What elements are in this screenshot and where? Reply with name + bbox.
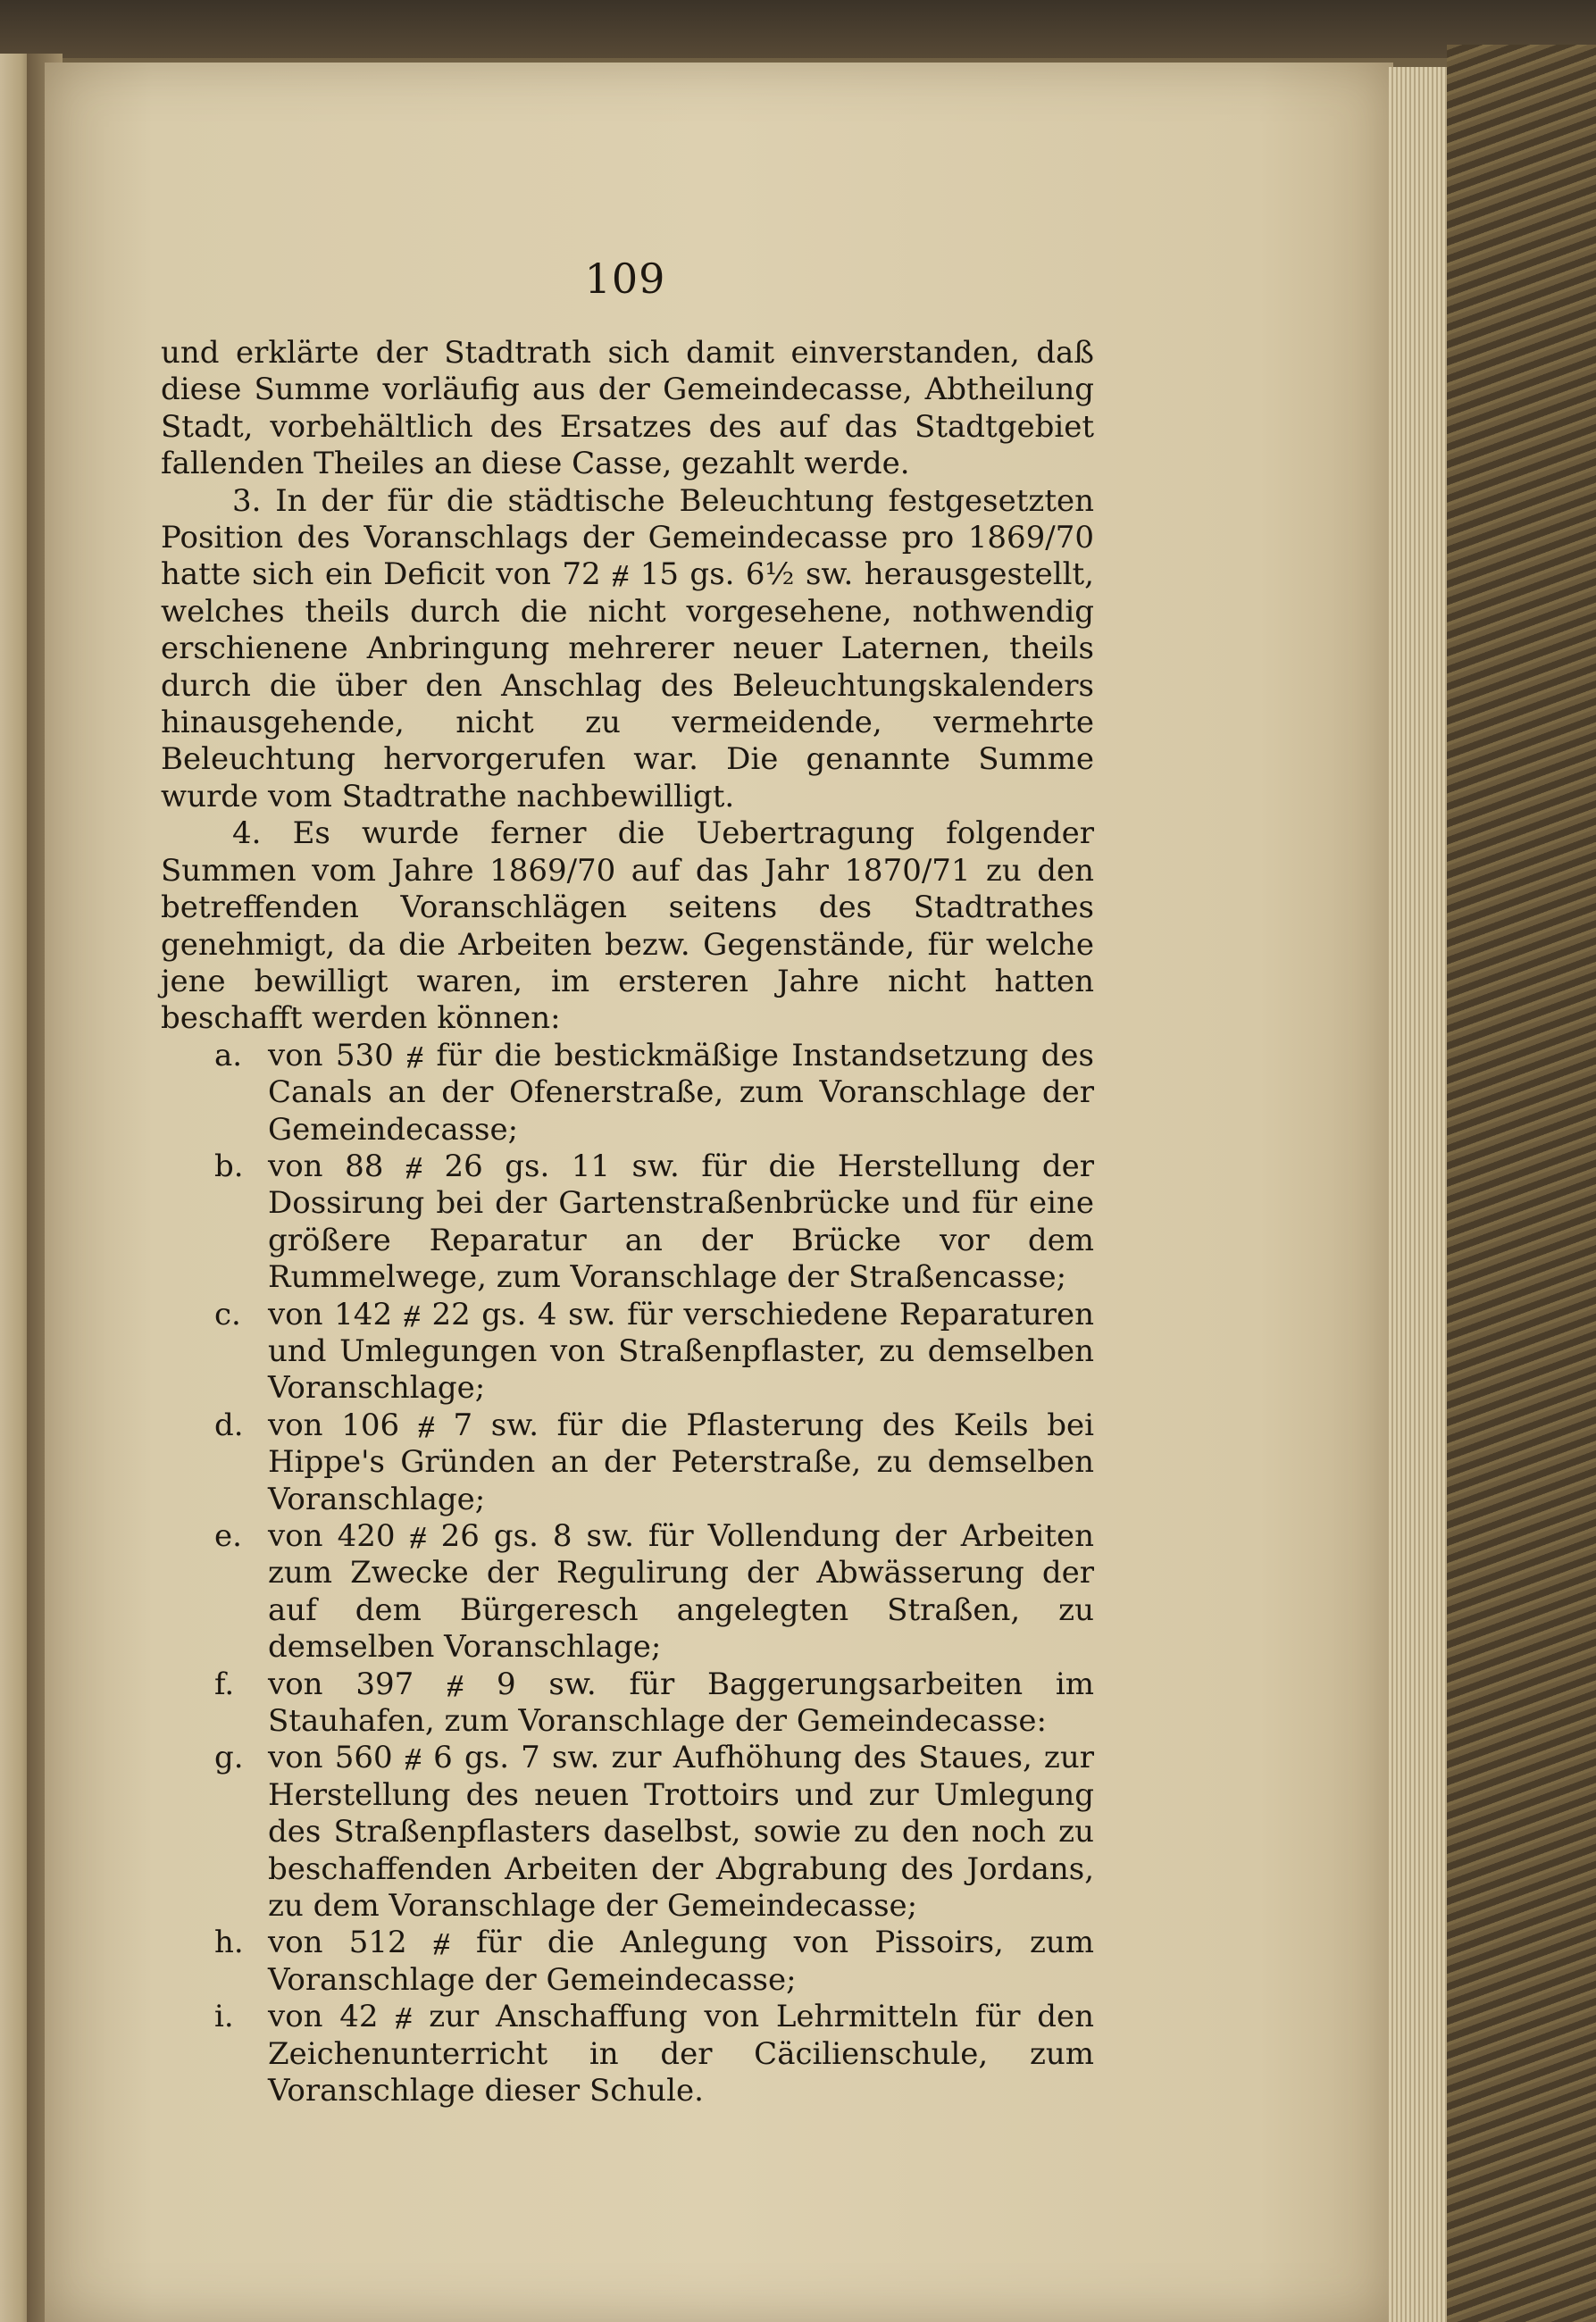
list-item-g bbox=[161, 1740, 1094, 1925]
paragraph-3: 3. In der für die städtische Beleuchtung festgesetzten Position des Voranschlags der Gemeindecasse pro 1869/70 hatte sich ein Deficit von 72 ⧣ 15 gs. 6½ sw. herausgestellt, welches theils durch die nicht vorgesehene, nothwendig erschienene Anbringung mehrerer neuer Laternen, theils durch die über den Anschlag des Beleuchtungskalenders hinausgehende, nicht zu vermeidende, vermehrte Beleuchtung hervorgerufen war. Die genannte Summe wurde vom Stadtrathe nachbewilligt. bbox=[161, 482, 1094, 814]
list-item-e bbox=[161, 1518, 1094, 1666]
book-cover-marbled bbox=[1447, 45, 1596, 2322]
list-item-text: von 560 ⧣ 6 gs. 7 sw. zur Aufhöhung des Staues, zur Herstellung des neuen Trottoirs und zur Umlegung des Straßenpflasters daselbst, sowie zu den noch zu beschaffenden Arbeiten der Abgrabung des Jordans, zu dem Voranschlage der Gemeindecasse; bbox=[268, 1740, 1094, 1925]
page-edges bbox=[1389, 67, 1451, 2322]
page-number: 109 bbox=[584, 255, 666, 303]
list-item-text: von 42 ⧣ zur Anschaffung von Lehrmitteln für den Zeichenunterricht in der Cäcilienschule, zum Voranschlage dieser Schule. bbox=[268, 1999, 1094, 2109]
list-marker: b. bbox=[214, 1148, 244, 1184]
list-item-i bbox=[161, 1999, 1094, 2109]
paragraph-4: 4. Es wurde ferner die Uebertragung folgender Summen vom Jahre 1869/70 auf das Jahr 1870/71 zu den betreffenden Voranschlägen seitens des Stadtrathes genehmigt, da die Arbeiten bezw. Gegenstände, für welche jene bewilligt waren, im ersteren Jahre nicht hatten beschafft werden können: bbox=[161, 815, 1094, 1037]
list-marker: a. bbox=[214, 1037, 243, 1073]
list-item-a bbox=[161, 1038, 1094, 1148]
list-item-text: von 397 ⧣ 9 sw. für Baggerungsarbeiten im Stauhafen, zum Voranschlage der Gemeindecasse: bbox=[268, 1666, 1094, 1740]
paragraph-continuation: und erklärte der Stadtrath sich damit einverstanden, daß diese Summe vorläufig aus der Gemeindecasse, Abtheilung Stadt, vorbehältlich des Ersatzes des auf das Stadtgebiet fallenden Theiles an diese Casse, gezahlt werde. bbox=[161, 335, 1094, 482]
list-marker: i. bbox=[214, 1999, 234, 2035]
list-item-text: von 420 ⧣ 26 gs. 8 sw. für Vollendung der Arbeiten zum Zwecke der Regulirung der Abwässerung der auf dem Bürgeresch angelegten Straßen, zu demselben Voranschlage; bbox=[268, 1518, 1094, 1666]
page-text bbox=[161, 335, 1094, 2110]
list-marker: d. bbox=[214, 1407, 244, 1443]
list-item-b bbox=[161, 1148, 1094, 1297]
list-item-text: von 142 ⧣ 22 gs. 4 sw. für verschiedene Reparaturen und Umlegungen von Straßenpflaster, zu demselben Voranschlage; bbox=[268, 1296, 1094, 1407]
list-item-h bbox=[161, 1925, 1094, 1999]
list-item-f bbox=[161, 1666, 1094, 1741]
list-item-c bbox=[161, 1297, 1094, 1407]
list-item-text: von 530 ⧣ für die bestickmäßige Instandsetzung des Canals an der Ofenerstraße, zum Voranschlage der Gemeindecasse; bbox=[268, 1037, 1094, 1148]
transfer-list bbox=[161, 1038, 1094, 2110]
list-item-text: von 512 ⧣ für die Anlegung von Pissoirs, zum Voranschlage der Gemeindecasse; bbox=[268, 1925, 1094, 1998]
list-marker: g. bbox=[214, 1740, 244, 1776]
list-item-d bbox=[161, 1407, 1094, 1518]
list-item-text: von 88 ⧣ 26 gs. 11 sw. für die Herstellung der Dossirung bei der Gartenstraßenbrücke und für eine größere Reparatur an der Brücke vor dem Rummelwege, zum Voranschlage der Straßencasse; bbox=[268, 1148, 1094, 1296]
list-marker: c. bbox=[214, 1296, 241, 1332]
list-marker: h. bbox=[214, 1925, 244, 1961]
list-marker: e. bbox=[214, 1518, 242, 1554]
list-marker: f. bbox=[214, 1666, 235, 1702]
book-cover-top bbox=[0, 0, 1596, 67]
list-item-text: von 106 ⧣ 7 sw. für die Pflasterung des Keils bei Hippe's Gründen an der Peterstraße, zu demselben Voranschlage; bbox=[268, 1407, 1094, 1517]
